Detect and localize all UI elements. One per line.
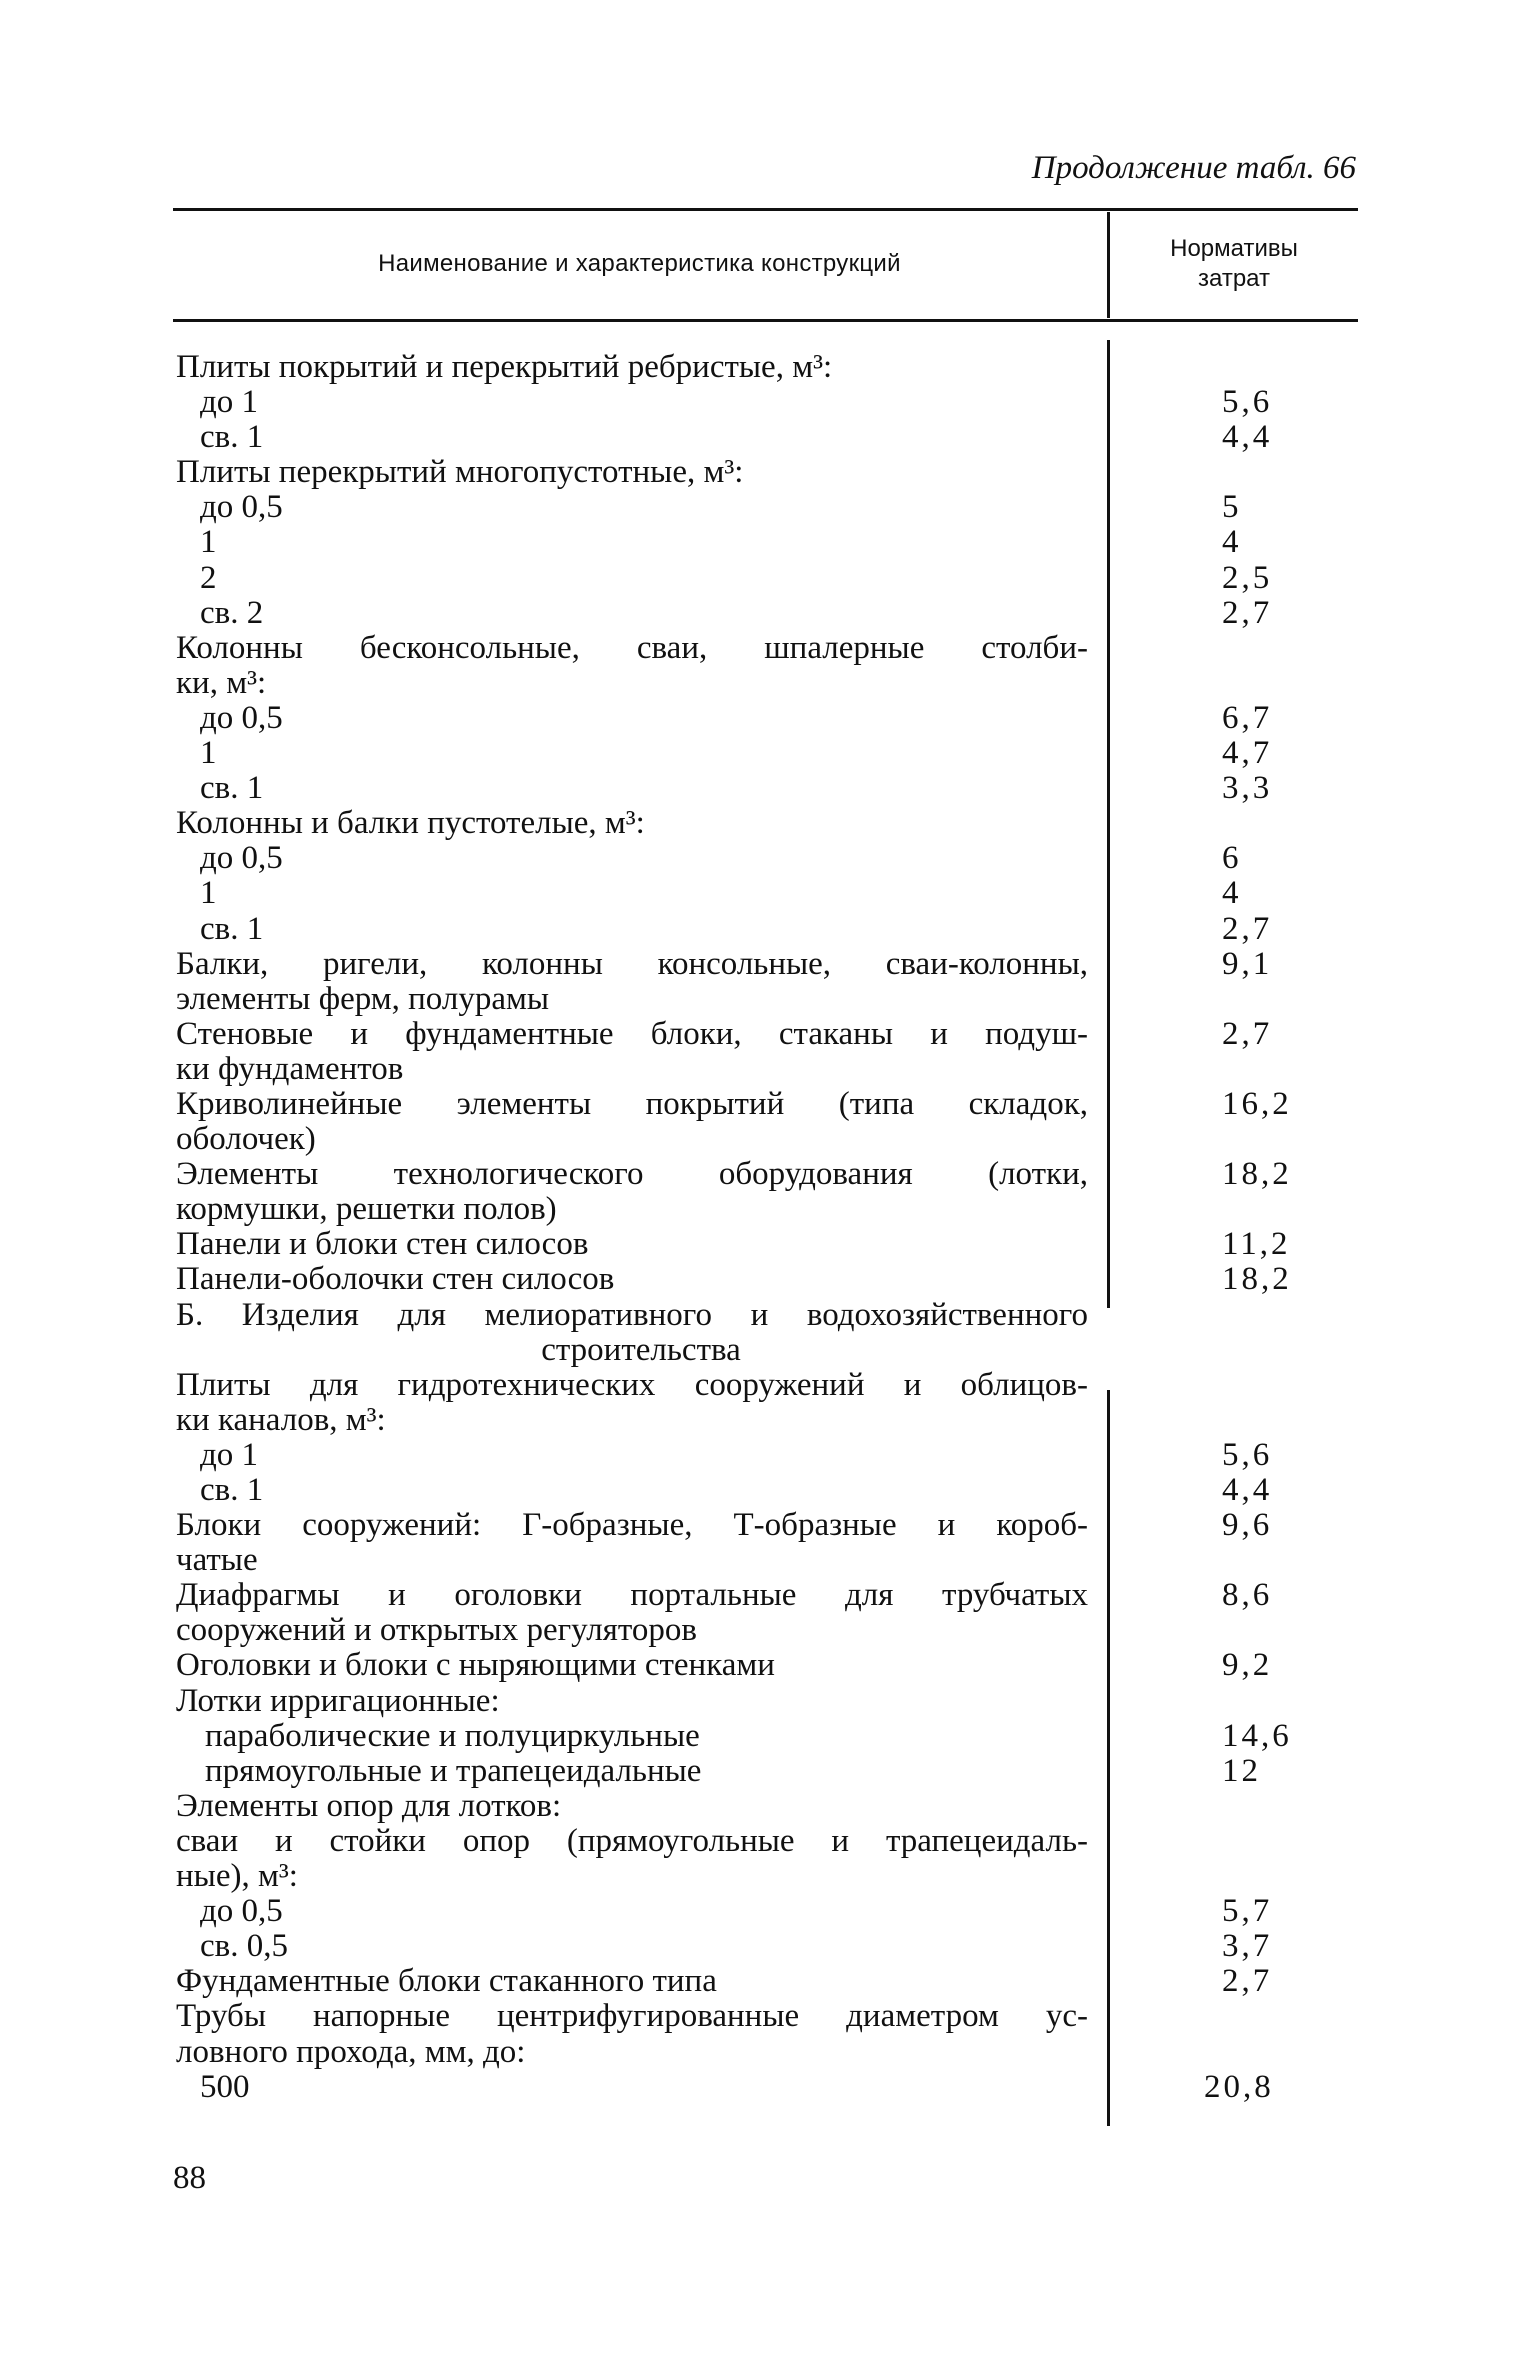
header-norms-column xyxy=(1110,210,1358,318)
row-value: 3,3 xyxy=(1222,770,1273,807)
table-row xyxy=(0,1262,1536,1297)
row-label: Элементы опор для лотков: xyxy=(176,1787,562,1824)
row-label: Плиты для гидротехнических сооружений и облицов- xyxy=(176,1366,1088,1403)
table-row xyxy=(0,1087,1536,1122)
row-value: 2,7 xyxy=(1222,910,1273,947)
section-heading-row xyxy=(0,1298,1536,1333)
table-row xyxy=(0,806,1536,841)
row-label: Трубы напорные центрифугированные диаметром ус- xyxy=(176,1998,1088,2035)
table-row xyxy=(0,420,1536,455)
table-row xyxy=(0,1122,1536,1157)
row-label: элементы ферм, полурамы xyxy=(176,980,550,1017)
row-label: Диафрагмы и оголовки портальные для трубчатых xyxy=(176,1577,1088,1614)
row-label: Элементы технологического оборудования (лотки, xyxy=(176,1156,1088,1193)
table-row xyxy=(0,1473,1536,1508)
table-row xyxy=(0,1438,1536,1473)
row-value: 9,1 xyxy=(1222,945,1273,982)
row-value: 5,6 xyxy=(1222,1436,1273,1473)
row-label: Фундаментные блоки стаканного типа xyxy=(176,1963,717,2000)
row-label: ные), м³: xyxy=(176,1858,298,1895)
row-value: 4,4 xyxy=(1222,1472,1273,1508)
row-label: св. 1 xyxy=(200,1472,264,1508)
row-label: Панели-оболочки стен силосов xyxy=(176,1261,615,1298)
table-row xyxy=(0,1613,1536,1648)
table-row xyxy=(0,666,1536,701)
table-row xyxy=(0,1192,1536,1227)
row-label: ки фундаментов xyxy=(176,1050,404,1087)
section-heading-row xyxy=(0,1333,1536,1368)
row-value: 9,2 xyxy=(1222,1647,1273,1684)
row-label: до 1 xyxy=(200,384,259,421)
table-row xyxy=(0,1859,1536,1894)
table-row xyxy=(0,1508,1536,1543)
row-label: сваи и стойки опор (прямоугольные и трапецеидаль- xyxy=(176,1822,1088,1859)
row-value: 4,7 xyxy=(1222,735,1273,772)
table-row xyxy=(0,876,1536,911)
table-row xyxy=(0,1227,1536,1262)
table-row xyxy=(0,1929,1536,1964)
row-label: Плиты перекрытий многопустотные, м³: xyxy=(176,454,744,491)
table-row xyxy=(0,1719,1536,1754)
table-row xyxy=(0,525,1536,560)
row-label: св. 2 xyxy=(200,594,264,631)
row-value: 12 xyxy=(1222,1752,1261,1789)
table-row xyxy=(0,1578,1536,1613)
header-bottom-rule xyxy=(173,319,1358,322)
row-value: 2,7 xyxy=(1222,1963,1273,2000)
table-row xyxy=(0,1999,1536,2034)
table-row xyxy=(0,912,1536,947)
row-label: Стеновые и фундаментные блоки, стаканы и подуш- xyxy=(176,1015,1088,1052)
table-row xyxy=(0,1824,1536,1859)
table-row xyxy=(0,736,1536,771)
row-label: 500 xyxy=(200,2068,250,2105)
row-label: до 0,5 xyxy=(200,840,283,877)
row-value: 2,7 xyxy=(1222,594,1273,631)
row-label: св. 1 xyxy=(200,419,264,456)
table-row xyxy=(0,1052,1536,1087)
table-row xyxy=(0,350,1536,385)
table-row xyxy=(0,1543,1536,1578)
table-row xyxy=(0,1894,1536,1929)
page-number: 88 xyxy=(173,2160,206,2196)
row-label: 1 xyxy=(200,524,217,561)
row-label: кормушки, решетки полов) xyxy=(176,1191,557,1228)
row-value: 5 xyxy=(1222,489,1242,526)
row-value: 18,2 xyxy=(1222,1261,1292,1298)
row-label: ки, м³: xyxy=(176,664,267,701)
header-name-column: Наименование и характеристика конструкций xyxy=(378,250,901,277)
table-row xyxy=(0,2070,1536,2105)
row-label: Плиты покрытий и перекрытий ребристые, м³: xyxy=(176,349,833,385)
row-value: 16,2 xyxy=(1222,1085,1292,1122)
header-norms-line2: затрат xyxy=(1198,265,1270,292)
row-label: св. 0,5 xyxy=(200,1928,288,1965)
row-label: 1 xyxy=(200,735,217,772)
row-label: Панели и блоки стен силосов xyxy=(176,1226,589,1263)
table-row xyxy=(0,1964,1536,1999)
table-row xyxy=(0,947,1536,982)
row-label: прямоугольные и трапецеидальные xyxy=(205,1752,702,1789)
row-label: ки каналов, м³: xyxy=(176,1401,386,1438)
row-value: 6,7 xyxy=(1222,699,1273,736)
table-row xyxy=(0,982,1536,1017)
header-norms-line1: Нормативы xyxy=(1170,235,1298,262)
row-value: 18,2 xyxy=(1222,1156,1292,1193)
row-label: св. 1 xyxy=(200,770,264,807)
row-label: Криволинейные элементы покрытий (типа складок, xyxy=(176,1085,1088,1122)
row-value: 6 xyxy=(1222,840,1242,877)
row-label: параболические и полуциркульные xyxy=(205,1717,700,1754)
table-row xyxy=(0,1368,1536,1403)
row-label: до 0,5 xyxy=(200,699,283,736)
row-label: 1 xyxy=(200,875,217,912)
row-value: 4 xyxy=(1222,875,1242,912)
row-label: сооружений и открытых регуляторов xyxy=(176,1612,697,1649)
row-label: до 0,5 xyxy=(200,489,283,526)
row-value: 11,2 xyxy=(1222,1226,1291,1263)
table-row xyxy=(0,596,1536,631)
table-row xyxy=(0,701,1536,736)
row-label: оболочек) xyxy=(176,1121,316,1158)
row-value: 2,7 xyxy=(1222,1015,1273,1052)
table-row xyxy=(0,2035,1536,2070)
table-row xyxy=(0,1157,1536,1192)
row-label: 2 xyxy=(200,559,217,596)
row-label: Оголовки и блоки с ныряющими стенками xyxy=(176,1647,775,1684)
section-heading-continued: строительства xyxy=(541,1331,741,1368)
table-row xyxy=(0,631,1536,666)
table-row xyxy=(0,561,1536,596)
row-value: 2,5 xyxy=(1222,559,1273,596)
table-caption: Продолжение табл. 66 xyxy=(1031,150,1356,186)
row-label: Лотки ирригационные: xyxy=(176,1682,500,1719)
row-value: 14,6 xyxy=(1222,1717,1292,1754)
table-row xyxy=(0,771,1536,806)
table-row xyxy=(0,385,1536,420)
table-row xyxy=(0,1648,1536,1683)
row-label: до 0,5 xyxy=(200,1893,283,1930)
row-label: ловного прохода, мм, до: xyxy=(176,2033,526,2070)
table-row xyxy=(0,490,1536,525)
row-label: до 1 xyxy=(200,1436,259,1473)
table-row xyxy=(0,1403,1536,1438)
row-value: 20,8 xyxy=(1204,2068,1274,2105)
table-row xyxy=(0,455,1536,490)
row-value: 4,4 xyxy=(1222,419,1273,456)
row-label: чатые xyxy=(176,1542,258,1579)
table-row xyxy=(0,1789,1536,1824)
row-label: св. 1 xyxy=(200,910,264,947)
row-label: Блоки сооружений: Г-образные, Т-образные и короб- xyxy=(176,1507,1088,1544)
row-value: 5,6 xyxy=(1222,384,1273,421)
row-label: Балки, ригели, колонны консольные, сваи-колонны, xyxy=(176,945,1088,982)
table-row xyxy=(0,1684,1536,1719)
row-value: 8,6 xyxy=(1222,1577,1273,1614)
table-row xyxy=(0,841,1536,876)
table-row xyxy=(0,1017,1536,1052)
row-value: 4 xyxy=(1222,524,1242,561)
row-value: 9,6 xyxy=(1222,1507,1273,1544)
row-label: Колонны и балки пустотелые, м³: xyxy=(176,805,645,842)
row-value: 3,7 xyxy=(1222,1928,1273,1965)
table-row xyxy=(0,1754,1536,1789)
table-body xyxy=(0,350,1536,2105)
row-value: 5,7 xyxy=(1222,1893,1273,1930)
section-heading: Б. Изделия для мелиоративного и водохозяйственного xyxy=(176,1296,1088,1333)
row-label: Колонны бесконсольные, сваи, шпалерные столби- xyxy=(176,629,1088,666)
